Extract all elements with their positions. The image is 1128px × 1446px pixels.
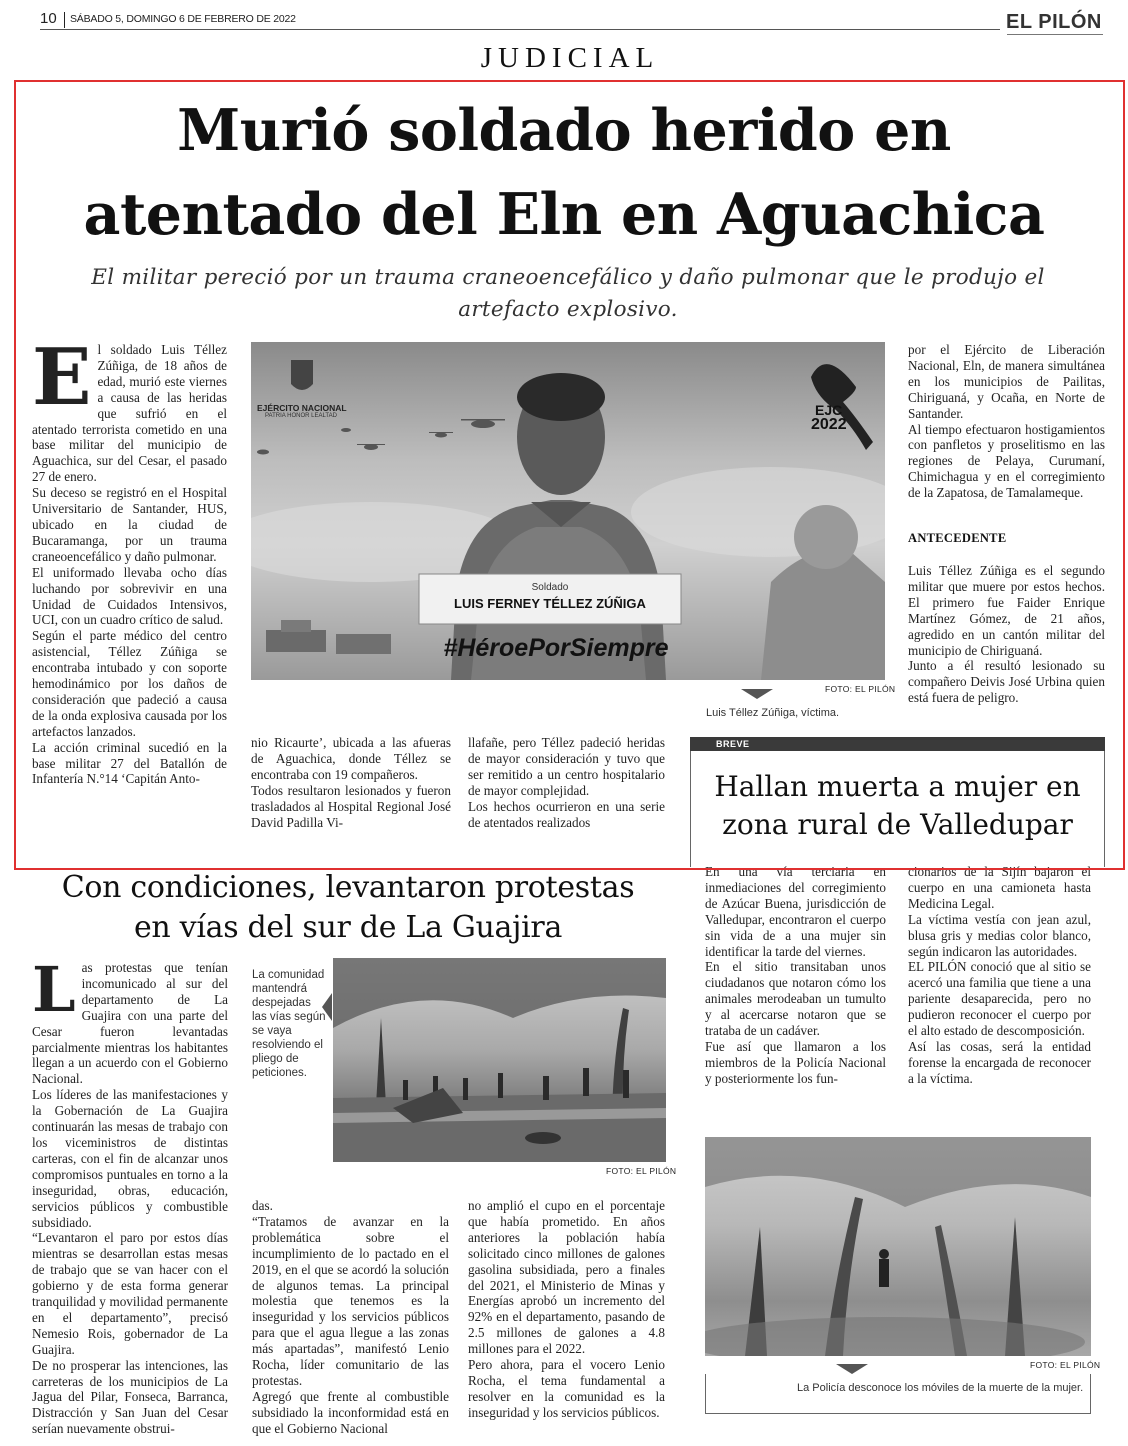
article2-column1 — [32, 953, 228, 1437]
article3-headline-line2: zona rural de Valledupar — [722, 808, 1073, 841]
section-title: JUDICIAL — [480, 42, 660, 74]
article1-column3 — [468, 735, 665, 830]
article1-paragraph: nio Ricaurte’, ubicada a las afueras de Aguachica, donde Téllez se encontraba con 19 compañeros. — [251, 735, 451, 782]
article3-paragraph: cionarios de la Sijín bajaron el cuerpo en una camioneta hasta Medicina Legal. — [908, 864, 1091, 911]
article1-paragraph: Junto a él resultó lesionado su compañero Deivis José Urbina quien está fuera de peligro. — [908, 658, 1105, 706]
article3-paragraph: Así las cosas, será la entidad forense la encargada de reconocer a la víctima. — [908, 1038, 1091, 1086]
breve-tag: BREVE — [716, 739, 750, 749]
article3-headline-line1: Hallan muerta a mujer en — [714, 770, 1081, 803]
article1-paragraph: Su deceso se registró en el Hospital Universitario de Santander, HUS, ubicado en la ciudad de Bucaramanga, por un trauma craneoencefálico y daño pulmonar. — [32, 485, 227, 564]
page-number: 10 — [40, 10, 57, 27]
masthead-logo: EL PILÓN — [1006, 11, 1102, 33]
protest-photo — [333, 958, 666, 1162]
article2-paragraph: “Tratamos de avanzar en la problemática sobre el incumplimiento de lo pactado en el 2019, en el que se acordó la solución de algunos temas. La principal molestia que tenemos es la inseguridad y los servicios públicos para que el agua llegue a las zonas más apartadas”, manifestó Lenio Rocha, líder comunitario de las protestas. — [252, 1213, 449, 1388]
photo-credit: FOTO: EL PILÓN — [825, 684, 896, 694]
banner-hashtag: #HéroePorSiempre — [443, 634, 669, 662]
forest-photo-credit: FOTO: EL PILÓN — [1030, 1360, 1101, 1370]
article2-paragraph: no amplió el cupo en el porcentaje que había prometido. En años anteriores la población había solicitado cinco millones de galones gasolina subsidiada, pero a finales del 2021, el Ministerio de Minas y Energías aprobó un incremento del 92% en el departamento, pasando de 2.5 millones de galones a 4.8 millones para el 2022. — [468, 1198, 665, 1357]
header-rule — [40, 29, 1000, 30]
protest-photo-art — [333, 958, 666, 1162]
banner-rank: Soldado — [531, 582, 569, 593]
article1-paragraph: La acción criminal sucedió en la base militar 27 del Batallón de Infantería N.°14 ‘Capitán Anto- — [32, 739, 227, 787]
article3-paragraph: Fue así que llamaron a los miembros de la Policía Nacional y posteriormente los fun- — [705, 1038, 886, 1086]
caption-pointer-icon — [741, 689, 773, 699]
forest-caption-pointer-icon — [836, 1364, 868, 1374]
forest-scene-photo — [705, 1137, 1091, 1356]
article2-paragraph: das. — [252, 1198, 273, 1213]
article1-paragraph: Al tiempo efectuaron hostigamientos con panfletos y proselitismo en las regiones de Pelaya, Curumaní, Chimichagua y en el corregimiento de la Zapatosa, de Tamalameque. — [908, 421, 1105, 501]
article2-paragraph: Los líderes de las manifestaciones y la Gobernación de La Guajira continuarán las mesas de trabajo con los viceministros de distintas carteras, con el fin de alcanzar unos compromisos puntuales en torno a la inseguridad, obras, educación, servicios públicos y combustible subsidiado. — [32, 1087, 228, 1230]
article1-subhead-line2: artefacto explosivo. — [458, 297, 678, 322]
breve-tag-bar — [690, 737, 1105, 751]
photo-caption: Luis Téllez Zúñiga, víctima. — [706, 707, 840, 719]
article3-paragraph: En una vía terciaria en inmediaciones del corregimiento de Azúcar Buena, jurisdicción de Valledupar, encontraron el cuerpo sin vida de a una mujer sin identificar la tarde del viernes. — [705, 864, 886, 959]
soldier-photo — [251, 342, 885, 680]
header-divider-tick — [64, 12, 65, 28]
article2-paragraph: Pero ahora, para el vocero Lenio Rocha, el tema fundamental a resolver en la comunidad es la inseguridad y los servicios públicos. — [468, 1357, 665, 1420]
article1-drop-letter: E — [32, 332, 92, 423]
article1-paragraph: Los hechos ocurrieron en una serie de atentados realizados — [468, 798, 665, 830]
article2-headline-line2: en vías del sur de La Guajira — [133, 910, 563, 945]
article1-paragraph: Luis Téllez Zúñiga es el segundo militar que muere por estos hechos. El primero fue Faider Enrique Martínez Gómez, de 21 años, agredido en un cantón militar del municipio de Chiriguaná. — [908, 563, 1105, 658]
article2-paragraph: De no prosperar las intenciones, las carreteras de los municipios de La Jagua del Pilar, Fonseca, Barranca, Distracción y San Juan del Cesar serían nuevamente obstrui- — [32, 1357, 228, 1437]
protest-photo-caption: La comunidad mantendrá despejadas las vías según se vaya resolviendo el pliego de peticiones. — [252, 969, 326, 1079]
forest-scene-art — [705, 1137, 1091, 1356]
protest-photo-credit: FOTO: EL PILÓN — [606, 1166, 677, 1176]
article1-paragraph: El uniformado llevaba ocho días luchando por sobrevivir en una Unidad de Cuidados Intensivos, UCI, con un cuadro crítico de salud. — [32, 564, 227, 628]
masthead-logo-underline — [1007, 34, 1103, 35]
badge-year: 2022 — [811, 416, 847, 433]
article3-paragraph: La víctima vestía con jean azul, blusa gris y medias color blanco, según indicaron las autoridades. — [908, 911, 1091, 959]
article1-paragraph: llafañe, pero Téllez padeció heridas de mayor consideración y tuvo que ser remitido a un centro hospitalario de mayor complejidad. — [468, 735, 665, 798]
article1-headline-line1: Murió soldado herido en — [177, 97, 951, 164]
article1-paragraph: Todos resultaron lesionados y fueron trasladados al Hospital Regional José David Padilla Vi- — [251, 782, 451, 830]
article3-paragraph: En el sitio transitaban unos ciudadanos que notaron cómo los animales merodeaban un tumulto y al acercarse notaron que se trataba de un cadáver. — [705, 959, 886, 1039]
article1-subhead-line1: El militar pereció por un trauma craneoencefálico y daño pulmonar que le produjo el — [91, 265, 1045, 290]
article3-column2 — [908, 864, 1091, 1087]
forest-caption-box — [705, 1374, 1091, 1414]
banner-name: LUIS FERNEY TÉLLEZ ZÚÑIGA — [454, 596, 646, 611]
article2-drop-letter: L — [32, 953, 76, 1026]
article2-column2 — [252, 1198, 449, 1437]
army-motto: PATRIA HONOR LEALTAD — [265, 413, 337, 419]
article2-paragraph: Agregó que frente al combustible subsidiado la inconformidad está en que el Gobierno Nacional — [252, 1388, 449, 1436]
article1-column4b — [908, 563, 1105, 706]
antecedente-heading: ANTECEDENTE — [908, 531, 1007, 545]
forest-photo-caption: La Policía desconoce los móviles de la muerte de la mujer. — [797, 1382, 1084, 1394]
article2-paragraph: as protestas que tenían incomunicado al sur del departamento de La Guajira con una parte del Cesar fueron levantadas parcialmente mientras los habitantes llegan a un acuerdo con el Gobierno Nacional. — [32, 960, 228, 1087]
article3-column1 — [705, 864, 886, 1087]
article1-column1 — [32, 332, 227, 787]
issue-date: SÁBADO 5, DOMINGO 6 DE FEBRERO DE 2022 — [70, 13, 296, 25]
article1-paragraph: Según el parte médico del centro asistencial, Téllez Zúñiga se encontraba intubado y con soporte hemodinámico por los daños de consideración que padeció a causa de la onda explosiva causada por los artefactos lanzados. — [32, 628, 227, 739]
article2-paragraph: “Levantaron el paro por estos días mientras se desarrollan estas mesas de trabajo que se van hacer con el gobierno y de esta forma generar tranquilidad y movilidad permanente en el departamento”, precisó Nemesio Rois, gobernador de La Guajira. — [32, 1230, 228, 1357]
article2-column3 — [468, 1198, 665, 1421]
article1-paragraph: l soldado Luis Téllez Zúñiga, de 18 años de edad, murió este viernes a causa de las heridas que sufrió en el atentado terrorista cometido en una base militar del municipio de Aguachica, sur del Cesar, el pasado 27 de enero. — [32, 342, 227, 485]
article1-headline-line2: atentado del Eln en Aguachica — [83, 181, 1045, 248]
article2-headline-line1: Con condiciones, levantaron protestas — [61, 870, 635, 905]
article3-paragraph: EL PILÓN conoció que al sitio se acercó una familia que tiene a una pariente desaparecida, pero no pudieron reconocer el cuerpo por el alto estado de descomposición. — [908, 959, 1091, 1039]
article1-paragraph: por el Ejército de Liberación Nacional, Eln, de manera simultánea en los municipios de Pailitas, Chiriguaná, y Ocaña, en Norte de Santander. — [908, 342, 1105, 421]
protest-caption-pointer-icon — [322, 993, 332, 1021]
article1-column2 — [251, 735, 451, 830]
army-name: EJÉRCITO NACIONAL — [257, 403, 347, 413]
badge-ejc: EJC — [815, 402, 843, 418]
soldier-photo-art — [251, 342, 885, 680]
article1-column4 — [908, 342, 1105, 501]
